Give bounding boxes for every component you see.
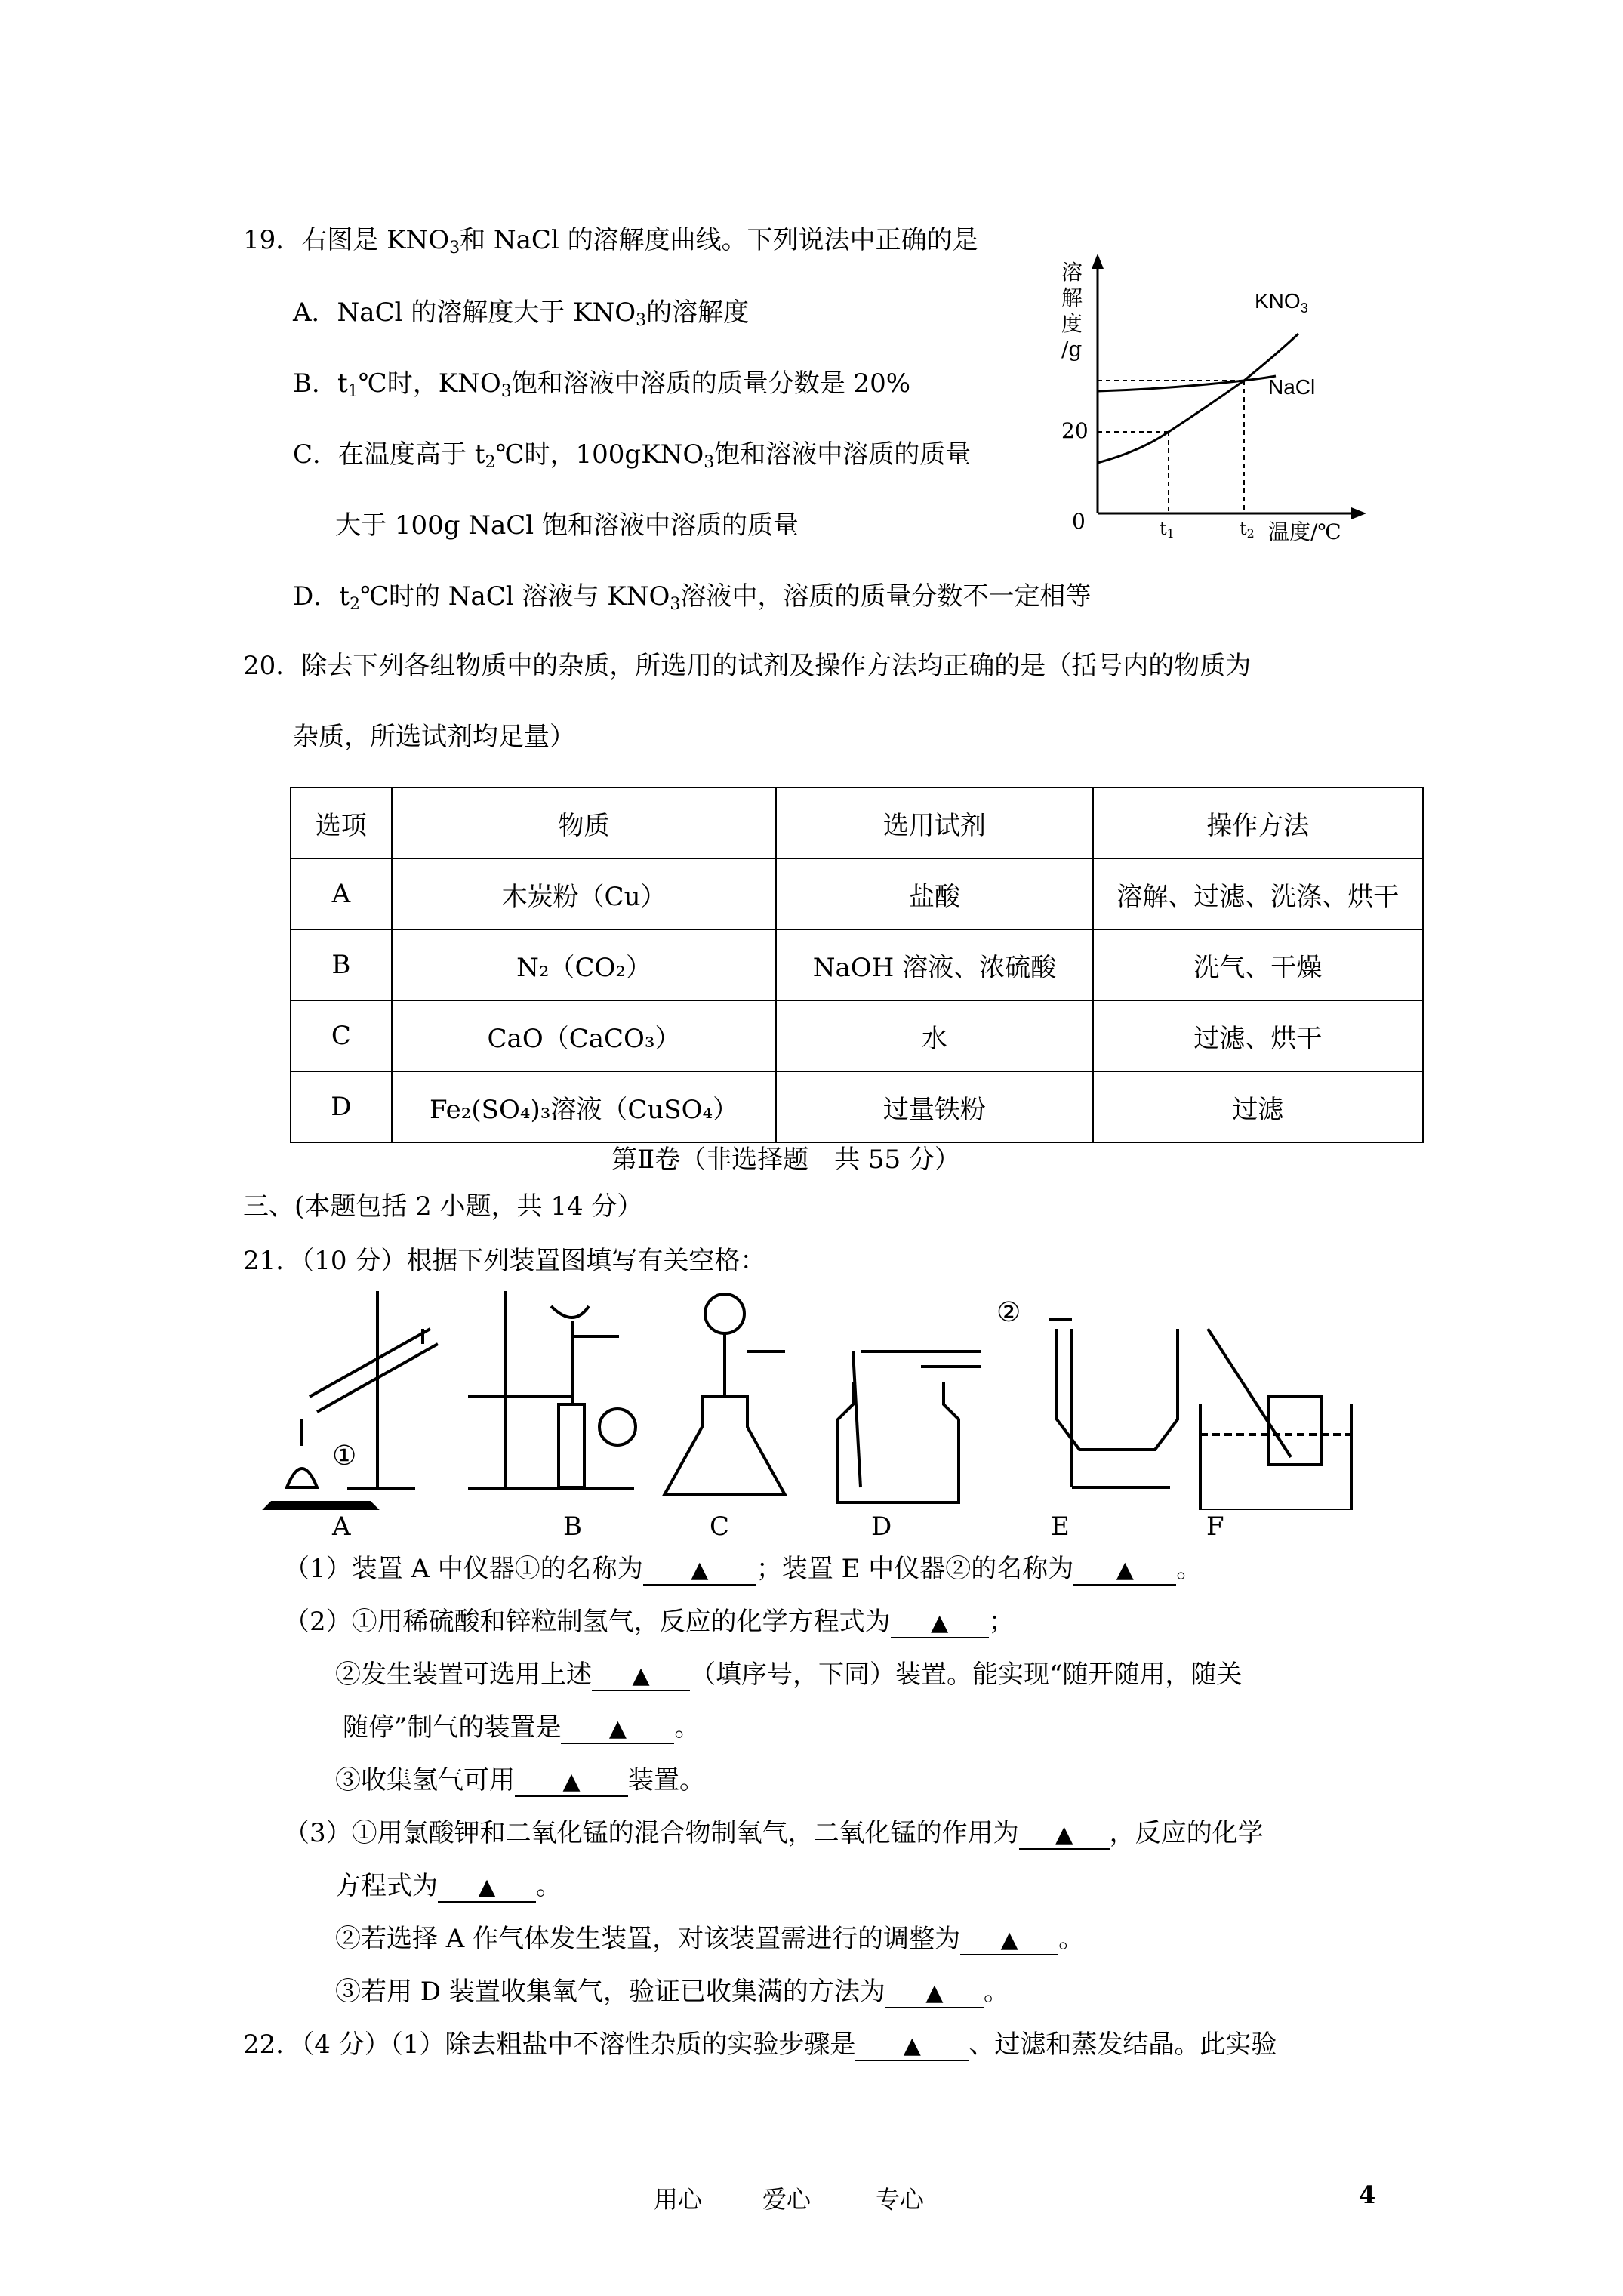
solubility-chart (1042, 249, 1374, 551)
table-cell-option: A (291, 858, 392, 929)
chart-series-nacl (1098, 376, 1276, 391)
chart-xlabel: 温度/℃ (1268, 519, 1341, 544)
table-header: 操作方法 (1093, 787, 1423, 858)
table-cell-reagent: 盐酸 (776, 858, 1092, 929)
page-number: 4 (1359, 2180, 1376, 2209)
q21-part2-1: （2）①用稀硫酸和锌粒制氢气，反应的化学方程式为 ▲ ； (284, 1607, 1015, 1637)
apparatus-a (264, 1291, 438, 1510)
answer-blank[interactable]: ▲ (691, 1557, 709, 1583)
q19-option-d: D．$t_2℃$时的 NaCl 溶液与 $KNO_3$溶液中，溶质的质量分数不一定相等 (293, 581, 1092, 614)
table-cell-method: 过滤 (1093, 1071, 1423, 1142)
table-cell-method: 过滤、烘干 (1093, 1000, 1423, 1071)
apparatus-label-b: B (563, 1512, 582, 1542)
apparatus-e (996, 1297, 1178, 1487)
q19-option-c-line2: 大于 100g NaCl 饱和溶液中溶质的质量 (335, 510, 799, 541)
q20-table (290, 787, 1424, 1143)
q21-part1: （1）装置 A 中仪器①的名称为 ▲ ；装置 E 中仪器②的名称为 ▲ 。 (284, 1554, 1203, 1584)
answer-blank[interactable]: ▲ (478, 1874, 496, 1900)
table-header-row (291, 787, 1423, 858)
apparatus-d (838, 1351, 981, 1502)
apparatus-c (664, 1294, 785, 1495)
table-cell-reagent: NaOH 溶液、浓硫酸 (776, 929, 1092, 1000)
q19-stem: 19．右图是 $KNO_3$和 NaCl 的溶解度曲线。下列说法中正确的是 (243, 225, 978, 257)
chart-ylabel-2: 解 (1061, 285, 1083, 310)
q21-part3-3: ③若用 D 装置收集氧气，验证已收集满的方法为 ▲ 。 (335, 1977, 1009, 2007)
svg-text:②: ② (996, 1297, 1021, 1328)
chart-series-kno3-label: $KNO_3$ (1255, 289, 1308, 316)
q20-stem-line2: 杂质，所选试剂均足量） (293, 722, 575, 752)
table-cell-substance: 木炭粉（Cu） (392, 858, 776, 929)
q19-option-a: A．NaCl 的溶解度大于 $KNO_3$的溶解度 (293, 297, 750, 330)
table-row (291, 1000, 1423, 1071)
table-cell-method: 洗气、干燥 (1093, 929, 1423, 1000)
q21-part2-2: ②发生装置可选用上述 ▲ （填序号，下同）装置。能实现“随开随用，随关 (335, 1660, 1243, 1690)
answer-blank[interactable]: ▲ (632, 1663, 650, 1689)
q22-stem: 22．（4 分）（1）除去粗盐中不溶性杂质的实验步骤是 ▲ 、过滤和蒸发结晶。此实验 (243, 2029, 1277, 2060)
apparatus-label-d: D (871, 1512, 892, 1542)
footer-text-3: 专心 (876, 2185, 925, 2214)
apparatus-label-f: F (1206, 1512, 1224, 1542)
apparatus-label-e: E (1051, 1512, 1070, 1542)
q21-part2-3: ③收集氢气可用 ▲ 装置。 (335, 1765, 705, 1795)
table-cell-option: C (291, 1000, 392, 1071)
apparatus-b (468, 1291, 636, 1489)
table-row (291, 858, 1423, 929)
q21-stem: 21．（10 分）根据下列装置图填写有关空格： (243, 1246, 766, 1276)
part2-title: 第Ⅱ卷（非选择题 共 55 分） (611, 1145, 960, 1175)
table-cell-substance: CaO（CaCO₃） (392, 1000, 776, 1071)
section-3-heading: 三、(本题包括 2 小题，共 14 分） (243, 1191, 643, 1222)
footer-text-1: 用心 (654, 2185, 703, 2214)
table-row (291, 1071, 1423, 1142)
table-cell-reagent: 过量铁粉 (776, 1071, 1092, 1142)
apparatus-figure (257, 1284, 1359, 1510)
apparatus-label-a: A (332, 1512, 351, 1542)
svg-text:①: ① (332, 1441, 357, 1472)
chart-ylabel-4: /g (1061, 337, 1083, 362)
answer-blank[interactable]: ▲ (931, 1610, 949, 1636)
table-cell-method: 溶解、过滤、洗涤、烘干 (1093, 858, 1423, 929)
chart-x-arrow (1351, 507, 1366, 519)
table-row (291, 929, 1423, 1000)
table-header: 选项 (291, 787, 392, 858)
footer-text-2: 爱心 (762, 2185, 812, 2214)
answer-blank[interactable]: ▲ (903, 2032, 921, 2059)
table-header: 物质 (392, 787, 776, 858)
chart-ylabel-3: 度 (1061, 311, 1083, 336)
answer-blank[interactable]: ▲ (608, 1715, 627, 1742)
apparatus-f (1200, 1329, 1351, 1510)
q21-part3-1-line2: 方程式为 ▲ 。 (335, 1871, 562, 1901)
chart-series-nacl-label: NaCl (1268, 375, 1316, 399)
chart-ylabel-1: 溶 (1061, 260, 1083, 285)
table-cell-option: B (291, 929, 392, 1000)
apparatus-label-c: C (710, 1512, 730, 1542)
answer-blank[interactable]: ▲ (1000, 1927, 1018, 1953)
table-cell-substance: Fe₂(SO₄)₃溶液（CuSO₄） (392, 1071, 776, 1142)
q21-part3-2: ②若选择 A 作气体发生装置，对该装置需进行的调整为 ▲ 。 (335, 1924, 1085, 1954)
chart-ytick-20: 20 (1061, 418, 1089, 443)
chart-y-arrow (1092, 254, 1104, 269)
chart-xtick-t2: t2 (1240, 518, 1255, 541)
answer-blank[interactable]: ▲ (1055, 1821, 1073, 1848)
q21-part3-1: （3）①用氯酸钾和二氧化锰的混合物制氧气，二氧化锰的作用为 ▲ ，反应的化学 (284, 1818, 1264, 1848)
table-header: 选用试剂 (776, 787, 1092, 858)
q21-part2-2-line2: 随停”制气的装置是 ▲ 。 (343, 1712, 701, 1743)
q20-stem-line1: 20．除去下列各组物质中的杂质，所选用的试剂及操作方法均正确的是（括号内的物质为 (243, 651, 1252, 681)
q19-option-c: C．在温度高于 $t_2℃$时，100gKNO$_3$饱和溶液中溶质的质量 (293, 439, 972, 472)
chart-origin: 0 (1072, 509, 1086, 534)
answer-blank[interactable]: ▲ (1116, 1557, 1134, 1583)
q19-option-b: B．$t_1℃$时，$KNO_3$饱和溶液中溶质的质量分数是 20% (293, 368, 911, 401)
table-cell-option: D (291, 1071, 392, 1142)
answer-blank[interactable]: ▲ (925, 1980, 944, 2006)
answer-blank[interactable]: ▲ (562, 1768, 581, 1795)
table-cell-substance: N₂（CO₂） (392, 929, 776, 1000)
chart-xtick-t1: t1 (1160, 518, 1175, 541)
table-cell-reagent: 水 (776, 1000, 1092, 1071)
